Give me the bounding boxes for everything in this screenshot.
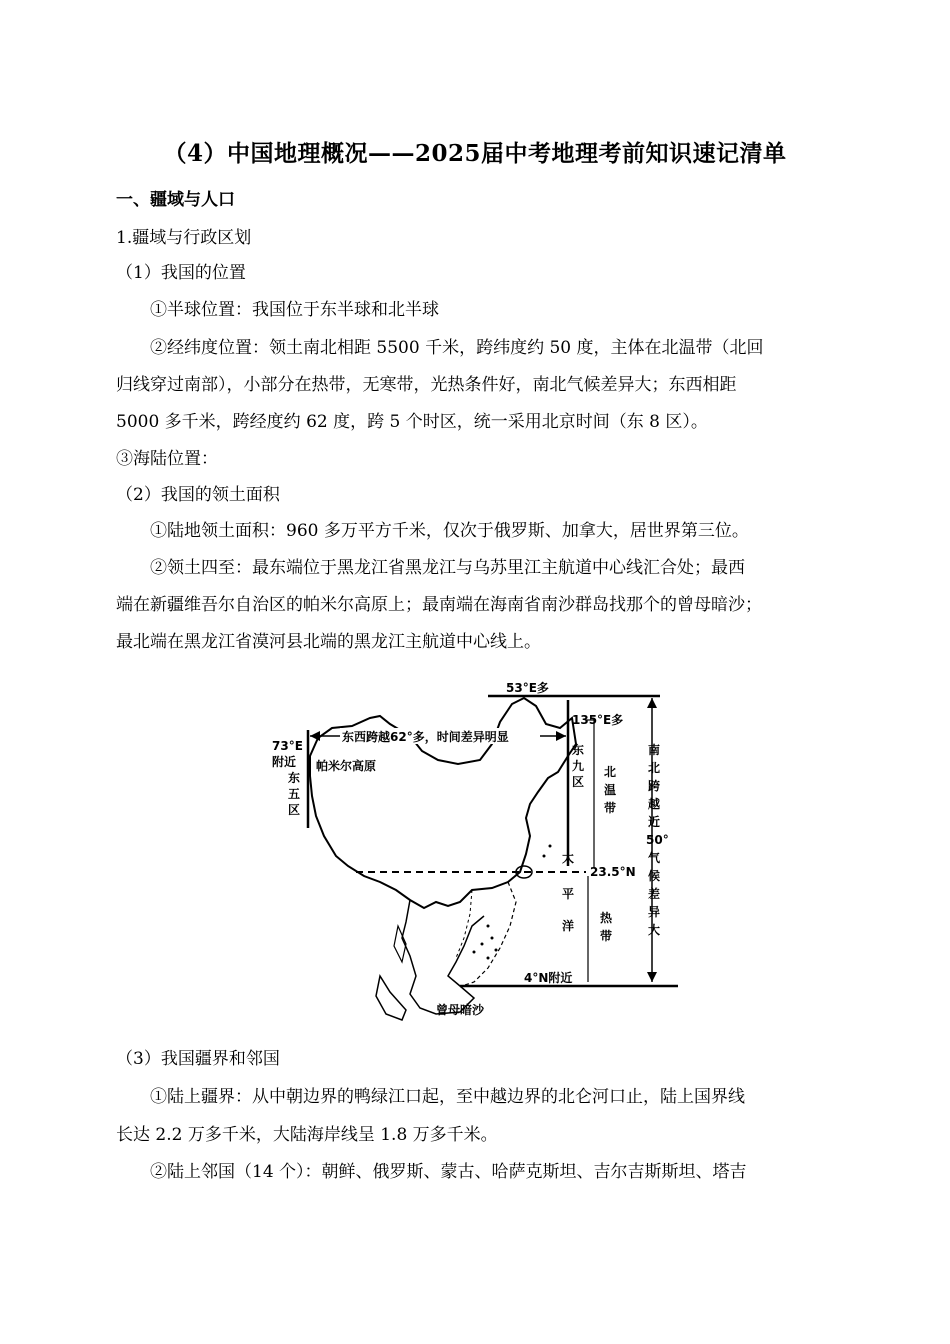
temperate-char: 温 [604, 783, 617, 797]
subsection-heading: 1.疆域与行政区划 [116, 228, 252, 248]
ns-span-char: 近 [648, 815, 661, 829]
item-heading-borders: （3）我国疆界和邻国 [116, 1049, 280, 1069]
south-latitude-label: 4°N附近 [524, 971, 573, 985]
section-heading: 一、疆域与人口 [116, 190, 235, 210]
west-zone-char: 区 [288, 803, 301, 817]
ns-span-char: 越 [648, 797, 661, 811]
tropical-char: 带 [600, 929, 613, 943]
paragraph-extremes-2: 端在新疆维吾尔自治区的帕米尔高原上；最南端在海南省南沙群岛找那个的曾母暗沙； [116, 595, 762, 615]
ns-span-char: 大 [648, 923, 661, 937]
ns-span-char: 跨 [648, 779, 661, 793]
south-sea-boundary [462, 882, 516, 986]
temperate-char: 带 [604, 801, 617, 815]
china-extent-map [260, 676, 690, 1026]
document-title: （4）中国地理概况——2025届中考地理考前知识速记清单 [163, 140, 787, 167]
ns-span-char: 气 [648, 851, 661, 865]
paragraph-area: ①陆地领土面积：960 多万平方千米，仅次于俄罗斯、加拿大，居世界第三位。 [150, 521, 749, 541]
east-zone-char: 九 [572, 759, 585, 773]
paragraph-extremes-1: ②领土四至：最东端位于黑龙江省黑龙江与乌苏里江主航道中心线汇合处；最西 [150, 558, 745, 578]
paragraph-latlon-1: ②经纬度位置：领土南北相距 5500 千米，跨纬度约 50 度，主体在北温带（北回 [150, 338, 764, 358]
ns-span-char: 候 [648, 869, 661, 883]
paragraph-hemisphere: ①半球位置：我国位于东半球和北半球 [150, 300, 439, 320]
north-longitude-label: 53°E多 [506, 681, 549, 695]
ns-span-char: 差 [648, 887, 661, 901]
island-outline [376, 976, 406, 1020]
item-heading-position: （1）我国的位置 [116, 263, 246, 283]
tropic-label: 23.5°N [590, 865, 636, 879]
paragraph-sea-land: ③海陆位置： [116, 449, 218, 469]
ns-span-char: 北 [648, 761, 661, 775]
ns-span-char: 异 [648, 905, 661, 919]
east-zone-char: 区 [572, 775, 585, 789]
pacific-char: 太 [562, 851, 575, 865]
paragraph-extremes-3: 最北端在黑龙江省漠河县北端的黑龙江主航道中心线上。 [116, 632, 541, 652]
paragraph-latlon-2: 归线穿过南部），小部分在热带，无寒带，光热条件好，南北气候差异大；东西相距 [116, 375, 737, 395]
temperate-char: 北 [604, 765, 617, 779]
west-zone-char: 东 [288, 771, 301, 785]
south-sea-boundary-2 [456, 890, 472, 958]
east-longitude-label: 135°E多 [572, 713, 624, 727]
west-longitude-label: 73°E [272, 739, 303, 753]
item-heading-area: （2）我国的领土面积 [116, 485, 280, 505]
tropical-char: 热 [600, 911, 613, 925]
pamir-label: 帕米尔高原 [316, 759, 377, 773]
east-zone-char: 东 [572, 743, 585, 757]
ns-span-char: 南 [648, 743, 661, 757]
ns-span-char: 50° [646, 833, 669, 847]
pacific-char: 洋 [562, 919, 575, 933]
paragraph-land-border-1: ①陆上疆界：从中朝边界的鸭绿江口起，至中越边界的北仑河口止，陆上国界线 [150, 1087, 745, 1107]
west-zone-char: 五 [288, 787, 301, 801]
west-nearby-label: 附近 [272, 755, 297, 769]
paragraph-neighbors: ②陆上邻国（14 个）：朝鲜、俄罗斯、蒙古、哈萨克斯坦、吉尔吉斯斯坦、塔吉 [150, 1162, 747, 1182]
east-west-span-label: 东西跨越62°多，时间差异明显 [342, 730, 509, 744]
paragraph-latlon-3: 5000 多千米，跨经度约 62 度，跨 5 个时区，统一采用北京时间（东 8 区）。 [116, 412, 708, 432]
pacific-char: 平 [562, 887, 575, 901]
zengmu-label: 曾母暗沙 [436, 1003, 485, 1017]
paragraph-land-border-2: 长达 2.2 万多千米，大陆海岸线呈 1.8 万多千米。 [116, 1125, 498, 1145]
peninsula-outline [402, 900, 484, 1014]
